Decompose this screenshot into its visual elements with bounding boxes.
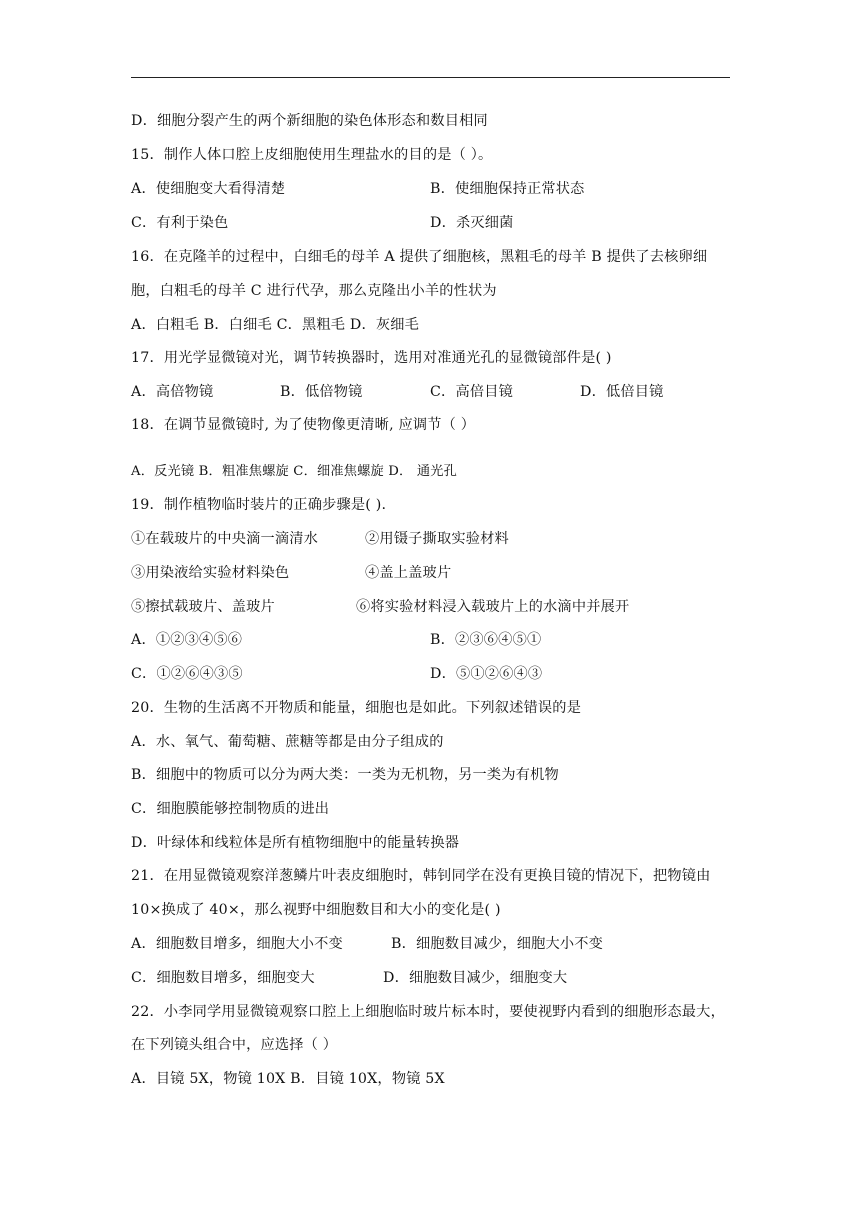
q21-option-a: A．细胞数目增多，细胞大小不变 — [131, 936, 343, 952]
question-18: 18．在调节显微镜时, 为了使物像更清晰, 应调节（ ） — [131, 417, 476, 433]
step-3: ③用染液给实验材料染色 — [131, 565, 290, 581]
q22-options: A．目镜 5X，物镜 10X B．目镜 10X，物镜 5X — [131, 1071, 445, 1087]
q17-option-b: B．低倍物镜 — [280, 384, 363, 400]
q20-option-d: D．叶绿体和线粒体是所有植物细胞中的能量转换器 — [131, 835, 460, 851]
step-1: ①在载玻片的中央滴一滴清水 — [131, 531, 319, 547]
step-2: ②用镊子撕取实验材料 — [365, 531, 509, 547]
q17-option-a: A．高倍物镜 — [131, 384, 214, 400]
option-d-prev: D．细胞分裂产生的两个新细胞的染色体形态和数目相同 — [131, 113, 488, 129]
q17-option-c: C．高倍目镜 — [430, 384, 513, 400]
q19-option-a: A．①②③④⑤⑥ — [131, 632, 243, 648]
question-20: 20．生物的生活离不开物质和能量，细胞也是如此。下列叙述错误的是 — [131, 700, 582, 716]
step-5: ⑤擦拭载玻片、盖玻片 — [131, 599, 275, 615]
question-17: 17．用光学显微镜对光，调节转换器时，选用对准通光孔的显微镜部件是( ) — [131, 350, 612, 366]
q20-option-b: B．细胞中的物质可以分为两大类：一类为无机物，另一类为有机物 — [131, 767, 559, 783]
q17-option-d: D．低倍目镜 — [580, 384, 664, 400]
q21-option-b: B．细胞数目减少，细胞大小不变 — [391, 936, 604, 952]
q20-option-a: A．水、氧气、葡萄糖、蔗糖等都是由分子组成的 — [131, 734, 444, 750]
q15-option-c: C．有利于染色 — [131, 215, 229, 231]
q18-options: A．反光镜 B．粗准焦螺旋 C．细准焦螺旋 D． 通光孔 — [131, 464, 457, 479]
question-21-line1: 21．在用显微镜观察洋葱鳞片叶表皮细胞时，韩钊同学在没有更换目镜的情况下，把物镜由 — [131, 868, 711, 884]
question-22-line1: 22．小李同学用显微镜观察口腔上上细胞临时玻片标本时，要使视野内看到的细胞形态最大， — [131, 1004, 725, 1020]
header-rule — [131, 77, 730, 78]
q20-option-c: C．细胞膜能够控制物质的进出 — [131, 801, 330, 817]
q15-option-b: B．使细胞保持正常状态 — [430, 181, 585, 197]
q15-option-a: A．使细胞变大看得清楚 — [131, 181, 286, 197]
step-6: ⑥将实验材料浸入载玻片上的水滴中并展开 — [356, 599, 630, 615]
q19-option-c: C．①②⑥④③⑤ — [131, 666, 243, 682]
q19-option-b: B．②③⑥④⑤① — [430, 632, 542, 648]
question-19: 19．制作植物临时装片的正确步骤是( ). — [131, 497, 387, 513]
question-22-line2: 在下列镜头组合中，应选择（ ） — [131, 1037, 338, 1053]
q15-option-d: D．杀灭细菌 — [430, 215, 514, 231]
question-16-line2: 胞，白粗毛的母羊 C 进行代孕，那么克隆出小羊的性状为 — [131, 283, 497, 299]
q21-option-c: C．细胞数目增多，细胞变大 — [131, 970, 315, 986]
q21-option-d: D．细胞数目减少，细胞变大 — [383, 970, 568, 986]
question-16-line1: 16．在克隆羊的过程中，白细毛的母羊 A 提供了细胞核，黑粗毛的母羊 B 提供了去核卵细 — [131, 249, 708, 265]
q16-options: A．白粗毛 B．白细毛 C．黑粗毛 D．灰细毛 — [131, 317, 420, 333]
step-4: ④盖上盖玻片 — [365, 565, 452, 581]
question-21-line2: 10×换成了 40×，那么视野中细胞数目和大小的变化是( ) — [131, 902, 501, 918]
question-15: 15．制作人体口腔上皮细胞使用生理盐水的目的是（ ）。 — [131, 147, 493, 163]
q19-option-d: D．⑤①②⑥④③ — [430, 666, 543, 682]
